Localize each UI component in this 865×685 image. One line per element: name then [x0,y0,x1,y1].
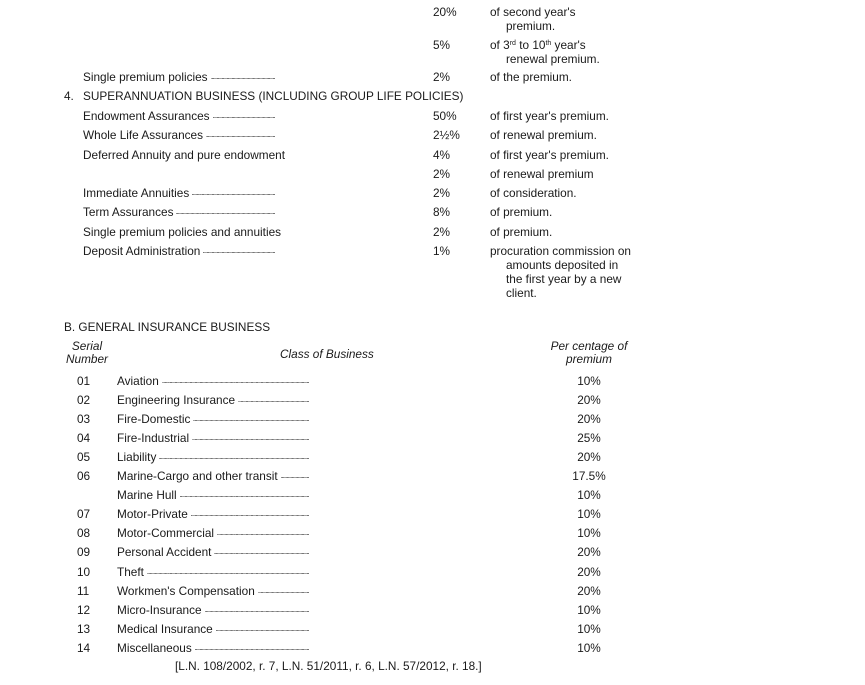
row-label: Deferred Annuity and pure endowment . . . [83,148,416,162]
pct-value: 2% [433,167,451,181]
class-of-business: Aviation . . . [117,374,538,388]
class-of-business: Workmen's Compensation . . . [117,584,538,598]
premium-percentage: 10% [577,622,601,636]
pct-description: of renewal premium. [490,128,597,142]
class-of-business: Marine Hull . . . [117,488,538,502]
row-label: Deposit Administration . . . [83,244,416,258]
premium-percentage: 10% [577,526,601,540]
pct-value: 5% [433,38,451,52]
premium-percentage: 25% [577,431,601,445]
col-header-serial: Serial Number [66,339,108,366]
pct-description: of premium. [490,205,553,219]
row-label: Immediate Annuities . . . [83,186,416,200]
premium-percentage: 10% [577,603,601,617]
pct-description: of renewal premium [490,167,594,181]
class-of-business: Theft . . . [117,565,538,579]
serial-number: 13 [77,622,91,636]
premium-percentage: 10% [577,488,601,502]
class-of-business: Micro-Insurance . . . [117,603,538,617]
premium-percentage: 20% [577,393,601,407]
class-of-business: Personal Accident . . . [117,545,538,559]
row-label: Term Assurances . . . [83,205,416,219]
premium-percentage: 20% [577,545,601,559]
col-header-class: Class of Business [280,347,374,361]
class-of-business: Fire-Industrial . . . [117,431,538,445]
pct-description: of premium. [490,225,553,239]
premium-percentage: 10% [577,641,601,655]
serial-number: 08 [77,526,91,540]
premium-percentage: 20% [577,565,601,579]
serial-number: 11 [77,584,90,598]
premium-percentage: 20% [577,450,601,464]
pct-description-rich: of 3rd to 10th year's [490,38,586,52]
class-of-business: Miscellaneous . . . [117,641,538,655]
pct-value: 2% [433,70,451,84]
serial-number: 02 [77,393,91,407]
class-of-business: Liability . . . [117,450,538,464]
pct-value: 2% [433,186,451,200]
class-of-business: Marine-Cargo and other transit . . . [117,469,538,483]
class-of-business: Motor-Private . . . [117,507,538,521]
pct-value: 1% [433,244,451,258]
pct-value: 2½% [433,128,460,142]
class-of-business: Fire-Domestic . . . [117,412,538,426]
pct-value: 8% [433,205,451,219]
row-label: Single premium policies . . . [83,70,416,84]
row-label: Single premium policies and annuities . . . [83,225,416,239]
class-of-business: Engineering Insurance . . . [117,393,538,407]
row-label: Endowment Assurances . . . [83,109,416,123]
section-number: 4. [64,89,74,103]
class-of-business: Medical Insurance . . . [117,622,538,636]
pct-description: of consideration. [490,186,577,200]
premium-percentage: 10% [577,374,601,388]
pct-value: 2% [433,225,451,239]
serial-number: 01 [77,374,91,388]
premium-percentage: 10% [577,507,601,521]
pct-value: 20% [433,5,457,19]
pct-description: of first year's premium. [490,109,609,123]
section-heading: SUPERANNUATION BUSINESS (INCLUDING GROUP LIFE POLICIES) [83,89,464,103]
premium-percentage: 20% [577,412,601,426]
serial-number: 04 [77,431,91,445]
premium-percentage: 20% [577,584,601,598]
serial-number: 03 [77,412,91,426]
pct-description-multiline: procuration commission on amounts deposited in the first year by a new client. [490,244,631,300]
pct-value: 50% [433,109,457,123]
serial-number: 09 [77,545,91,559]
serial-number: 14 [77,641,91,655]
serial-number: 07 [77,507,91,521]
legal-citation: [L.N. 108/2002, r. 7, L.N. 51/2011, r. 6, L.N. 57/2012, r. 18.] [175,659,482,673]
row-label: Whole Life Assurances . . . [83,128,416,142]
serial-number: 05 [77,450,91,464]
serial-number: 10 [77,565,91,579]
pct-description: of second year's premium. [490,5,576,33]
pct-description: of the premium. [490,70,572,84]
pct-description-cont: renewal premium. [506,52,600,66]
pct-description: of first year's premium. [490,148,609,162]
col-header-pct: Per centage of premium [550,339,628,366]
serial-number: 12 [77,603,91,617]
premium-percentage: 17.5% [572,469,606,483]
pct-value: 4% [433,148,451,162]
section-heading: B. GENERAL INSURANCE BUSINESS [64,320,271,334]
class-of-business: Motor-Commercial . . . [117,526,538,540]
serial-number: 06 [77,469,91,483]
